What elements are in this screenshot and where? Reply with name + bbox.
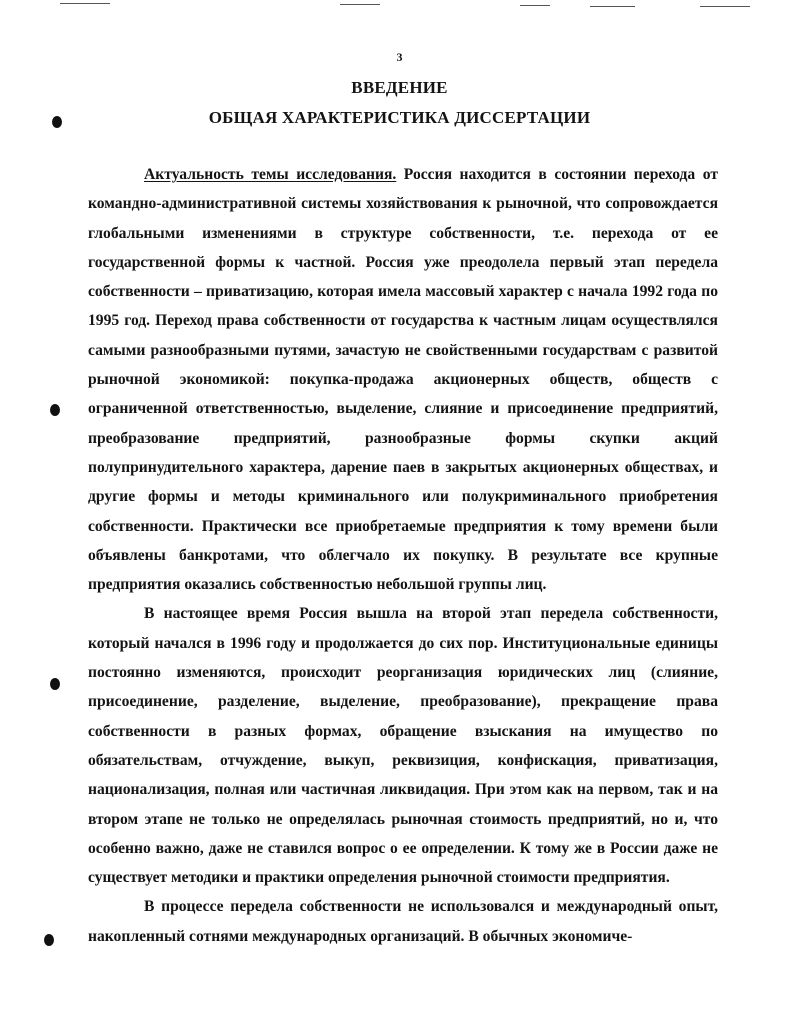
scan-artifact-line <box>340 4 380 5</box>
scan-artifact-line <box>590 6 635 7</box>
binder-hole <box>44 934 54 946</box>
binder-hole <box>50 678 60 690</box>
paragraph-lead: Актуальность темы исследования. <box>144 166 397 183</box>
paragraph: В настоящее время Россия вышла на второй этап передела собственности, который начался в 1996 году и продолжается до сих пор. Институциональные единицы постоянно изменяются, происходит реорганизация юридических лиц (слияние, присоединение, разделение, выделение, преобразование), прекращение права собственности в разных формах, обращение взыскания на имущество по обязательствам, отчуждение, выкуп, реквизиция, конфискация, приватизация, национализация, полная или частичная ликвидация. При этом как на первом, так и на втором этапе не только не определялась рыночная стоимость предприятий, но и, что особенно важно, даже не ставился вопрос о ее определении. К тому же в России даже не существует методики и практики определения рыночной стоимости предприятия. <box>88 605 718 887</box>
paragraph <box>88 160 718 599</box>
paragraph-text: Россия находится в состоянии перехода от командно-административной системы хозяйствования к рыночной, что сопровождается глобальными изменениями в структуре собственности, т.е. перехода от ее государственной формы к частной. Россия уже преодолела первый этап передела собственности – приватизацию, которая имела массовый характер с начала 1992 года по 1995 год. Переход права собственности от государства к частным лицам осуществлялся самыми разнообразными путями, зачастую не свойственными государствам с развитой рыночной экономикой: покупка-продажа акционерных обществ, обществ с ограниченной ответственностью, выделение, слияние и присоединение предприятий, преобразование предприятий, разнообразные формы скупки акций полупринудительного характера, дарение паев в закрытых акционерных обществах, и другие формы и методы криминального или полукриминального приобретения собственности. Практически все приобретаемые предприятия к тому времени были объявлены банкротами, что облегчало их покупку. В результате все крупные предприятия оказались собственностью небольшой группы лиц. <box>88 166 718 594</box>
page-number: 3 <box>396 50 403 64</box>
scan-artifact-line <box>520 5 550 6</box>
paragraph: В процессе передела собственности не использовался и международный опыт, накопленный сотнями международных организаций. В обычных экономиче- <box>88 898 718 945</box>
scan-artifact-line <box>700 6 750 7</box>
page-title: ВВЕДЕНИЕ <box>351 78 448 97</box>
page-subtitle: ОБЩАЯ ХАРАКТЕРИСТИКА ДИССЕРТАЦИИ <box>208 108 591 127</box>
document-body <box>88 160 718 951</box>
scan-artifact-line <box>60 3 110 4</box>
binder-hole <box>50 404 60 416</box>
